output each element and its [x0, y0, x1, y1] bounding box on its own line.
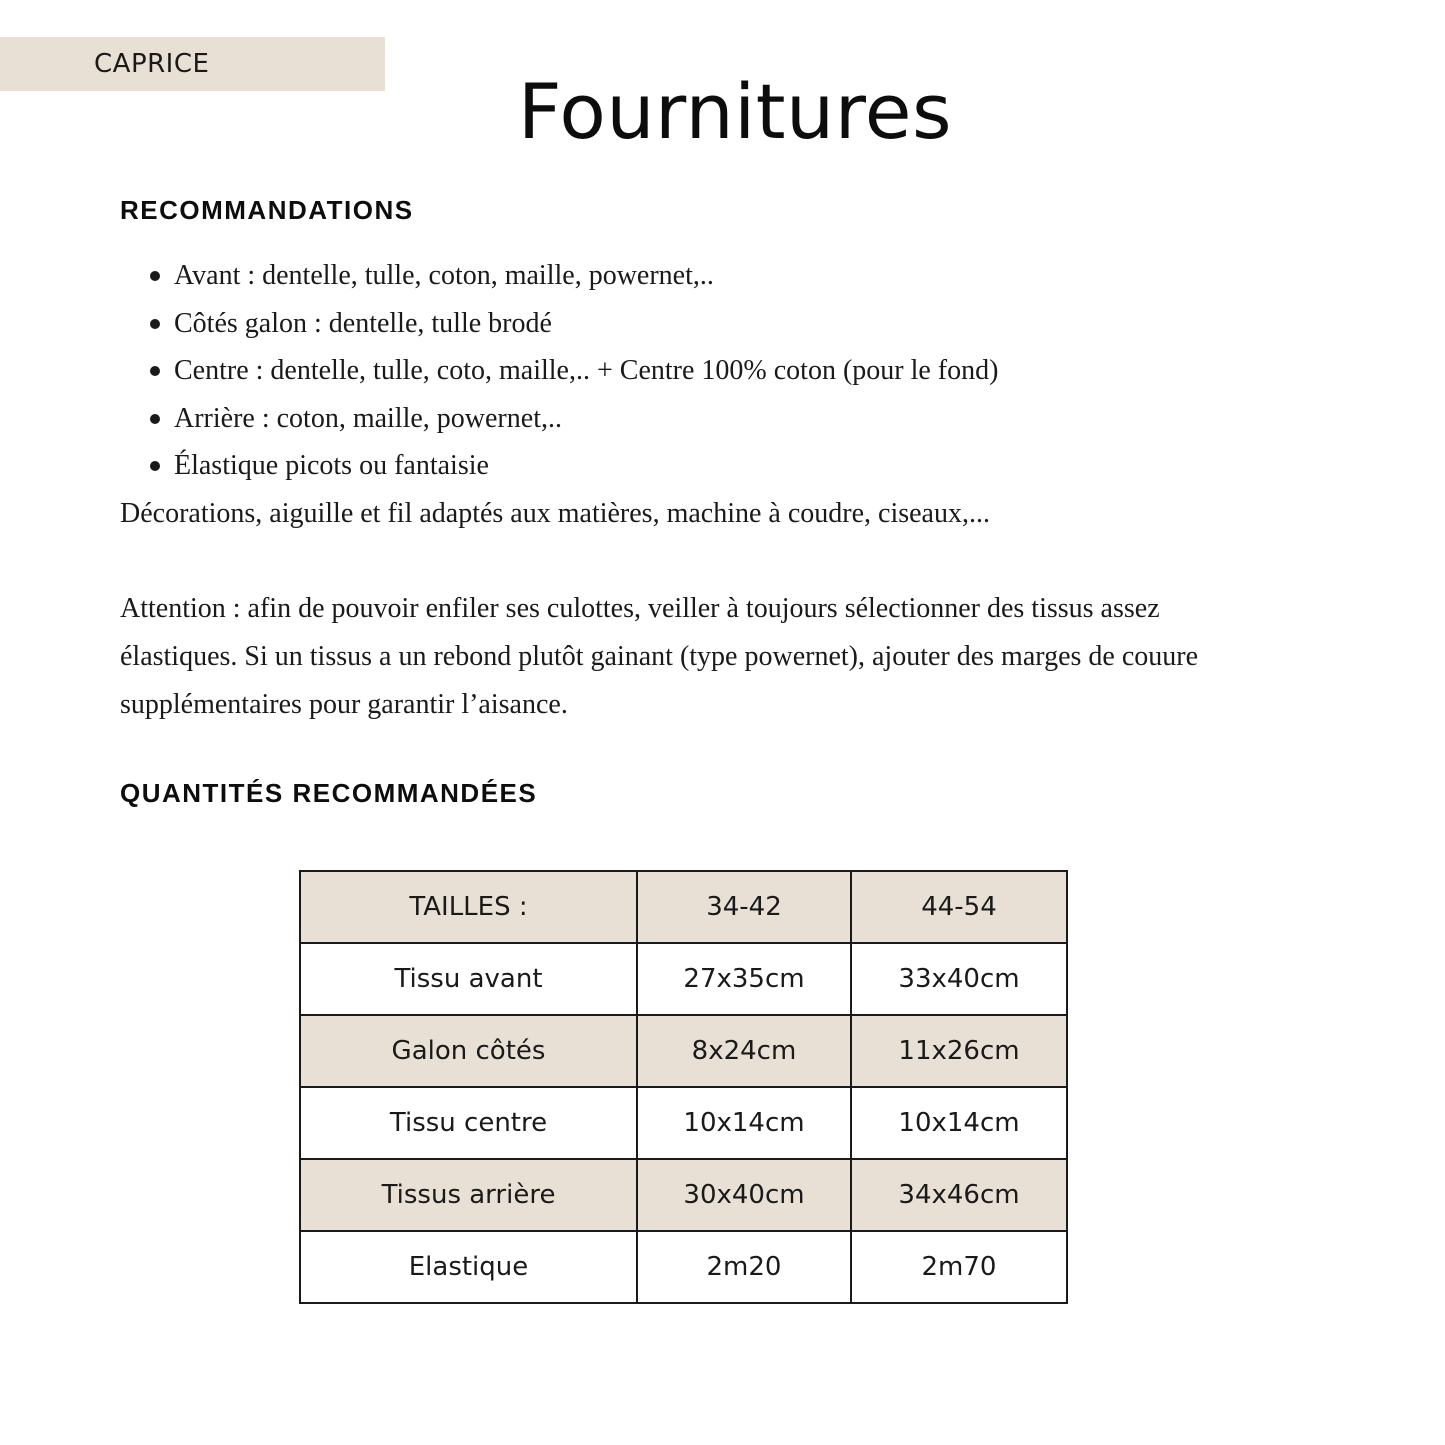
row-label: Tissu avant: [300, 943, 637, 1015]
bullet-icon: [150, 461, 160, 471]
row-label: Tissu centre: [300, 1087, 637, 1159]
attention-line: supplémentaires pour garantir l’aisance.: [120, 689, 568, 720]
attention-line: Attention : afin de pouvoir enfiler ses culottes, veiller à toujours sélectionner des tissus assez: [120, 593, 1160, 624]
list-item: [120, 347, 998, 395]
table-cell: 33x40cm: [851, 943, 1067, 1015]
list-item: [120, 300, 998, 348]
table-cell: 34x46cm: [851, 1159, 1067, 1231]
table-cell: 30x40cm: [637, 1159, 851, 1231]
list-item-text: Côtés galon : dentelle, tulle brodé: [174, 307, 552, 339]
quantities-table: [299, 870, 1068, 1304]
list-item: [120, 442, 998, 490]
header-cell-tailles: TAILLES :: [300, 871, 637, 943]
attention-paragraph: [120, 585, 1360, 729]
row-label: Tissus arrière: [300, 1159, 637, 1231]
table-cell: 10x14cm: [637, 1087, 851, 1159]
table-cell: 27x35cm: [637, 943, 851, 1015]
list-item-text: Avant : dentelle, tulle, coton, maille, powernet,..: [174, 260, 714, 291]
table-row: [300, 1015, 1067, 1087]
table-cell: 2m20: [637, 1231, 851, 1303]
table-row: [300, 1231, 1067, 1303]
list-item: [120, 395, 998, 443]
brand-tag: CAPRICE: [0, 37, 385, 91]
list-item-text: Arrière : coton, maille, powernet,..: [174, 402, 562, 434]
row-label: Galon côtés: [300, 1015, 637, 1087]
table-row: [300, 1159, 1067, 1231]
list-item-text: Élastique picots ou fantaisie: [174, 450, 489, 481]
row-label: Elastique: [300, 1231, 637, 1303]
recommandations-list: [120, 252, 998, 490]
header-cell-size-2: 44-54: [851, 871, 1067, 943]
attention-line: élastiques. Si un tissus a un rebond plutôt gainant (type powernet), ajouter des marges de couure: [120, 641, 1198, 672]
table-cell: 8x24cm: [637, 1015, 851, 1087]
table-cell: 2m70: [851, 1231, 1067, 1303]
list-item: [120, 252, 998, 300]
decorations-text: Décorations, aiguille et fil adaptés aux matières, machine à coudre, ciseaux,...: [120, 498, 990, 529]
bullet-icon: [150, 366, 160, 376]
header-cell-size-1: 34-42: [637, 871, 851, 943]
page-title: Fournitures: [517, 67, 953, 156]
table-row: [300, 943, 1067, 1015]
bullet-icon: [150, 414, 160, 424]
table-cell: 10x14cm: [851, 1087, 1067, 1159]
table-cell: 11x26cm: [851, 1015, 1067, 1087]
list-item-text: Centre : dentelle, tulle, coto, maille,.. + Centre 100% coton (pour le fond): [174, 355, 999, 386]
table-row: [300, 1087, 1067, 1159]
bullet-icon: [150, 271, 160, 281]
bullet-icon: [150, 319, 160, 329]
recommandations-heading: RECOMMANDATIONS: [120, 195, 414, 225]
table-header-row: [300, 871, 1067, 943]
quantites-heading: QUANTITÉS RECOMMANDÉES: [120, 778, 538, 808]
